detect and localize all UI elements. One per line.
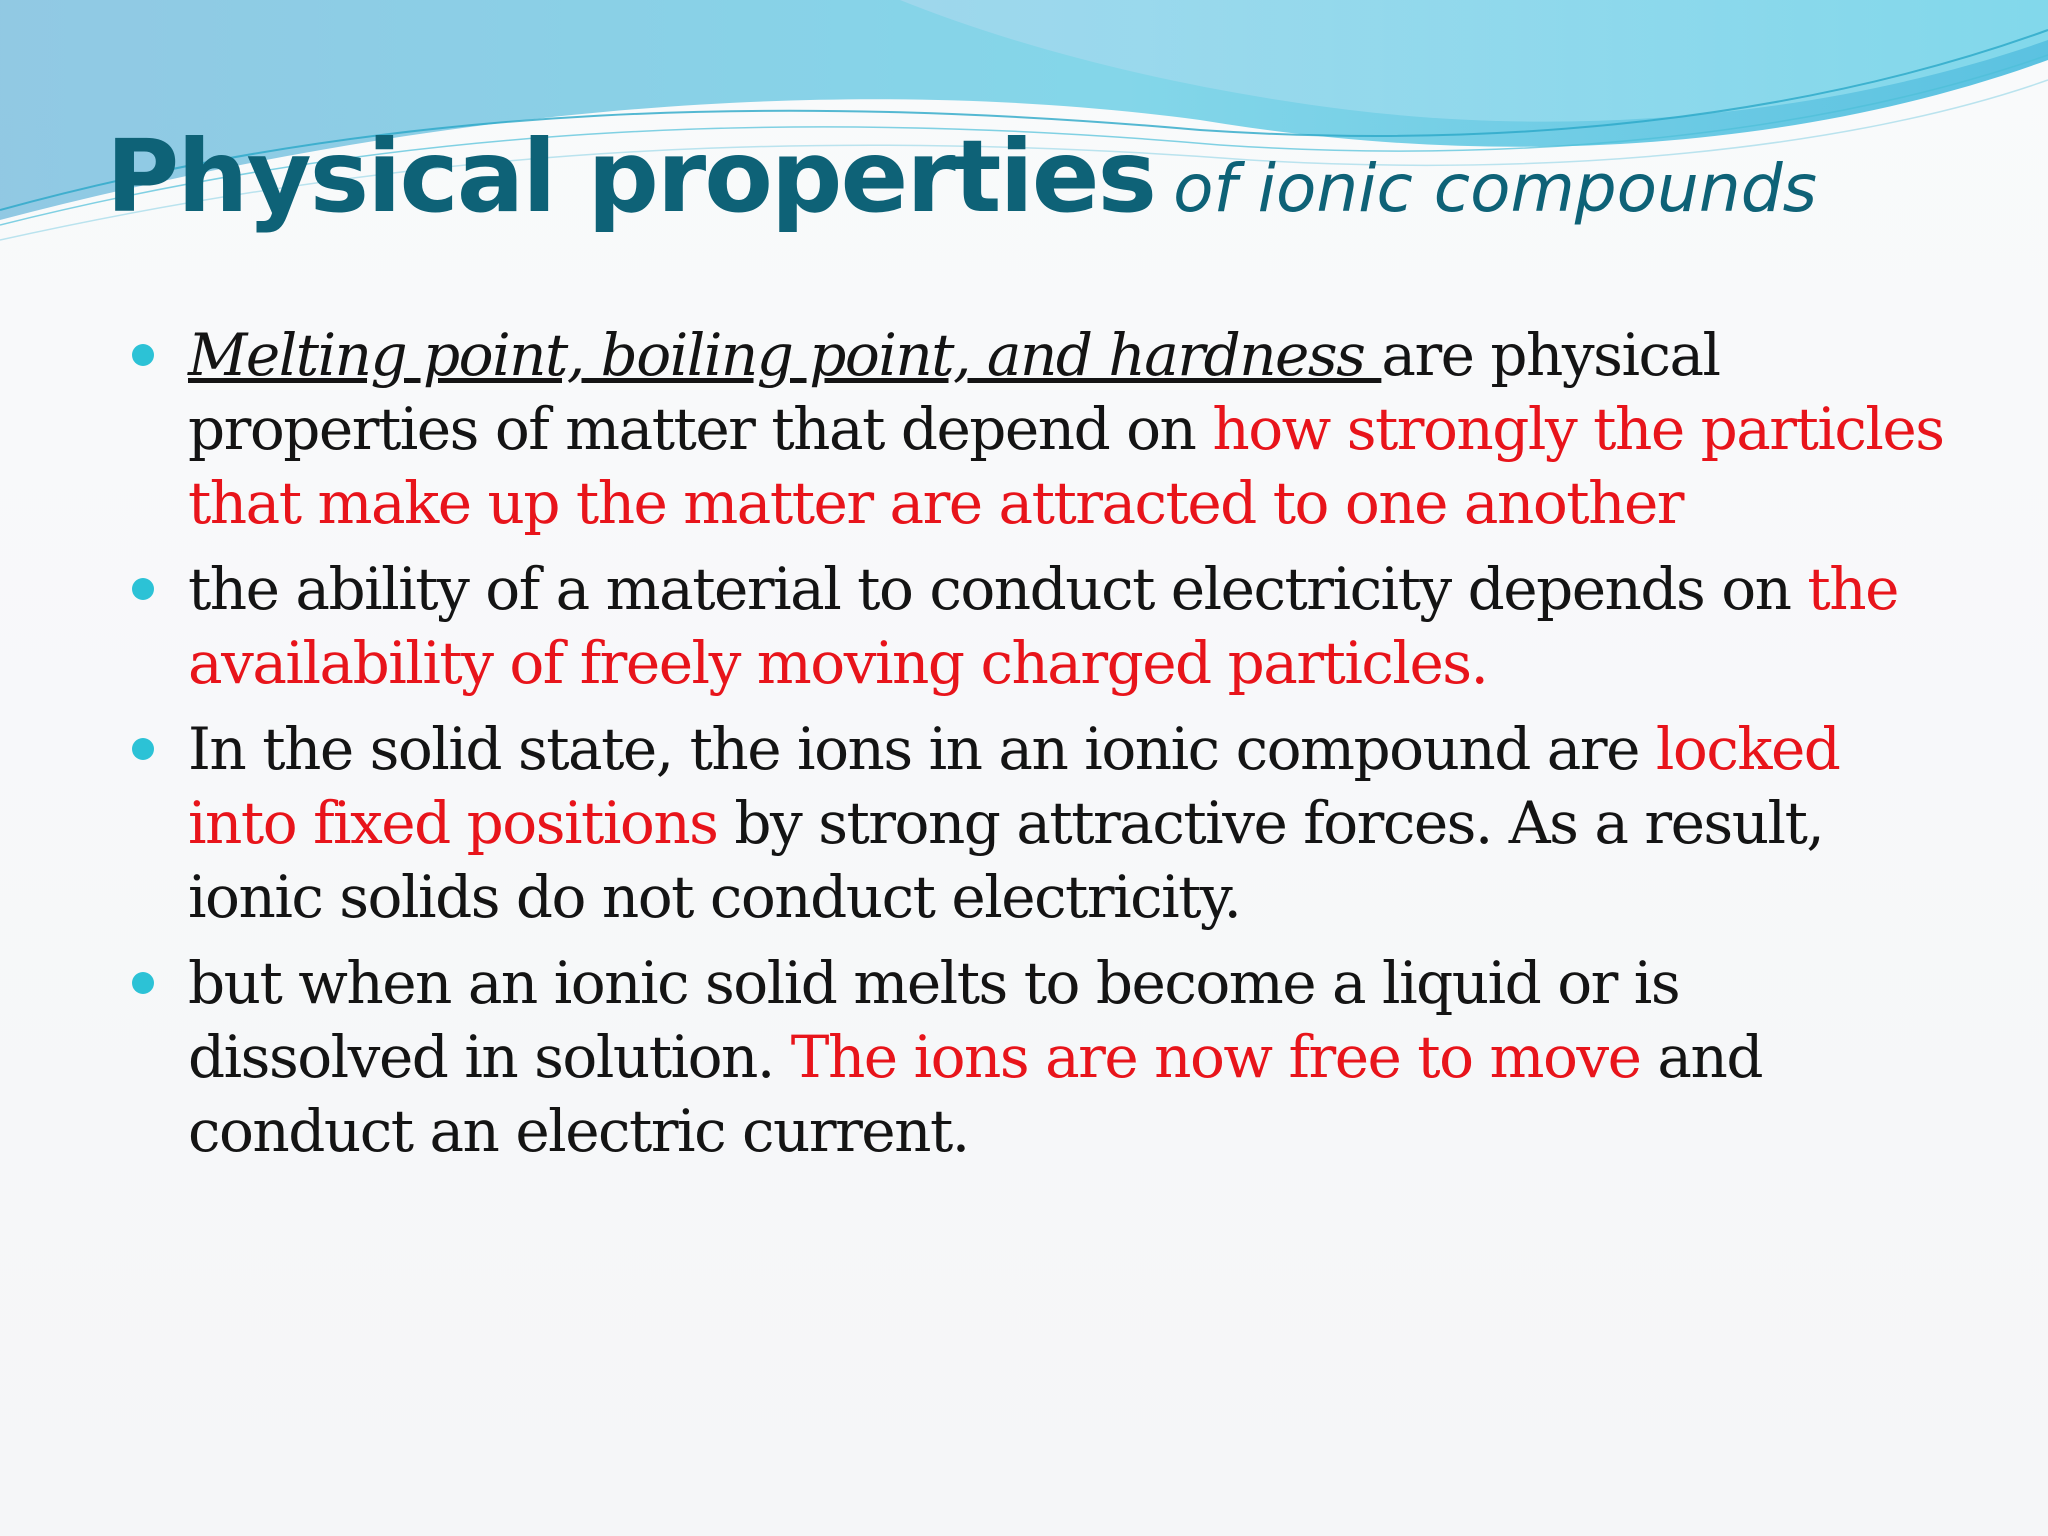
- bullet-dot-icon: [132, 738, 154, 760]
- bullet-text: are physical properties of matter that depend on: [188, 321, 1720, 463]
- slide-title: [106, 118, 1817, 235]
- bullet-item-conductivity: [130, 552, 1950, 700]
- bullet-dot-icon: [132, 578, 154, 600]
- bullet-text-continued: and conduct an electric current.: [188, 1023, 1762, 1165]
- bullet-item-melting-point: [130, 318, 1950, 540]
- title-main: Physical properties: [106, 118, 1156, 235]
- bullet-list: [130, 318, 1950, 1180]
- underlined-lead-text: Melting point, boiling point, and hardness: [188, 321, 1382, 389]
- bullet-text-continued: by strong attractive forces. As a result, ionic solids do not conduct electricity.: [188, 789, 1824, 931]
- bullet-text: the ability of a material to conduct electricity depends on: [188, 555, 1808, 623]
- bullet-dot-icon: [132, 972, 154, 994]
- bullet-text: In the solid state, the ions in an ionic compound are: [188, 715, 1656, 783]
- highlighted-text: locked into fixed positions: [188, 715, 1840, 857]
- highlighted-text: how strongly the particles that make up the matter are attracted to one another: [188, 395, 1944, 537]
- highlighted-text: the availability of freely moving charged particles.: [188, 555, 1898, 697]
- bullet-text: but when an ionic solid melts to become a liquid or is dissolved in solution.: [188, 949, 1680, 1091]
- title-subtitle: of ionic compounds: [1173, 150, 1817, 227]
- bullet-item-solid-state: [130, 712, 1950, 934]
- highlighted-text: The ions are now free to move: [790, 1023, 1641, 1091]
- bullet-dot-icon: [132, 344, 154, 366]
- bullet-item-melted-dissolved: [130, 946, 1950, 1168]
